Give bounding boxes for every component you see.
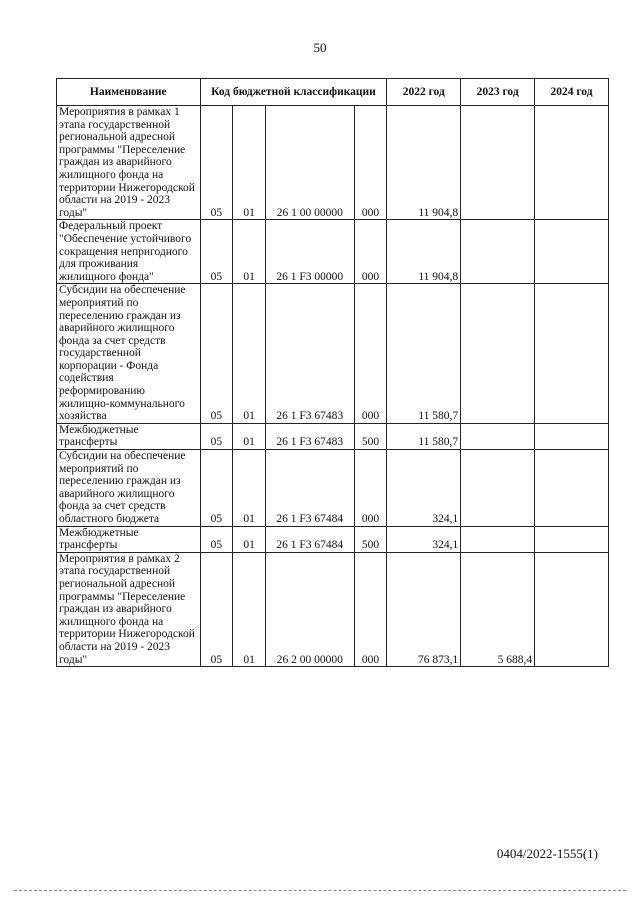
table-row <box>57 423 609 449</box>
cell-2022: 76 873,1 <box>387 552 461 666</box>
cell-expense-type: 500 <box>354 423 387 449</box>
cell-target-article: 26 2 00 00000 <box>265 552 354 666</box>
bottom-divider <box>14 890 626 891</box>
cell-subsection: 01 <box>233 106 266 220</box>
cell-2022: 11 904,8 <box>387 106 461 220</box>
cell-expense-type: 000 <box>354 284 387 424</box>
budget-table <box>56 78 609 667</box>
cell-expense-type: 000 <box>354 106 387 220</box>
cell-name: Субсидии на обеспечение мероприятий по переселению граждан из аварийного жилищного фонда за счет средств областного бюджета <box>57 450 201 527</box>
header-name: Наименование <box>57 79 201 106</box>
cell-name: Межбюджетные трансферты <box>57 526 201 552</box>
document-reference: 0404/2022-1555(1) <box>496 846 598 861</box>
table-row <box>57 220 609 284</box>
cell-expense-type: 000 <box>354 220 387 284</box>
cell-2024 <box>535 106 609 220</box>
cell-subsection: 01 <box>233 552 266 666</box>
table-row <box>57 284 609 424</box>
cell-target-article: 26 1 F3 67484 <box>265 526 354 552</box>
cell-2024 <box>535 423 609 449</box>
cell-target-article: 26 1 F3 67483 <box>265 284 354 424</box>
cell-section: 05 <box>200 220 233 284</box>
cell-name: Субсидии на обеспечение мероприятий по переселению граждан из аварийного жилищного фонда за счет средств государственной корпорации - Фонда содействия реформированию жилищно-коммунального хозяйства <box>57 284 201 424</box>
cell-2023 <box>461 450 535 527</box>
cell-target-article: 26 1 00 00000 <box>265 106 354 220</box>
table-row <box>57 450 609 527</box>
cell-2023 <box>461 526 535 552</box>
cell-2022: 324,1 <box>387 526 461 552</box>
cell-expense-type: 000 <box>354 552 387 666</box>
header-2024: 2024 год <box>535 79 609 106</box>
cell-section: 05 <box>200 284 233 424</box>
page-number: 50 <box>313 40 327 55</box>
cell-name: Федеральный проект "Обеспечение устойчивого сокращения непригодного для проживания жилищного фонда" <box>57 220 201 284</box>
cell-name: Мероприятия в рамках 2 этапа государственной региональной адресной программы "Переселение граждан из аварийного жилищного фонда на территории Нижегородской области на 2019 - 2023 годы" <box>57 552 201 666</box>
cell-section: 05 <box>200 423 233 449</box>
cell-2024 <box>535 526 609 552</box>
cell-2023 <box>461 106 535 220</box>
cell-2022: 11 580,7 <box>387 423 461 449</box>
cell-2024 <box>535 450 609 527</box>
table-row <box>57 552 609 666</box>
cell-2022: 11 904,8 <box>387 220 461 284</box>
table-header-row <box>57 79 609 106</box>
cell-expense-type: 500 <box>354 526 387 552</box>
cell-target-article: 26 1 F3 67483 <box>265 423 354 449</box>
cell-2024 <box>535 220 609 284</box>
cell-2024 <box>535 284 609 424</box>
header-2023: 2023 год <box>461 79 535 106</box>
cell-2023 <box>461 423 535 449</box>
cell-2023: 5 688,4 <box>461 552 535 666</box>
cell-section: 05 <box>200 106 233 220</box>
cell-2024 <box>535 552 609 666</box>
table-row <box>57 106 609 220</box>
cell-target-article: 26 1 F3 67484 <box>265 450 354 527</box>
cell-target-article: 26 1 F3 00000 <box>265 220 354 284</box>
cell-subsection: 01 <box>233 284 266 424</box>
cell-2022: 324,1 <box>387 450 461 527</box>
cell-subsection: 01 <box>233 450 266 527</box>
cell-2023 <box>461 284 535 424</box>
header-code: Код бюджетной классификации <box>200 79 387 106</box>
cell-expense-type: 000 <box>354 450 387 527</box>
cell-section: 05 <box>200 450 233 527</box>
cell-2022: 11 580,7 <box>387 284 461 424</box>
cell-name: Межбюджетные трансферты <box>57 423 201 449</box>
cell-name: Мероприятия в рамках 1 этапа государственной региональной адресной программы "Переселение граждан из аварийного жилищного фонда на территории Нижегородской области на 2019 - 2023 годы" <box>57 106 201 220</box>
cell-2023 <box>461 220 535 284</box>
table-row <box>57 526 609 552</box>
cell-subsection: 01 <box>233 526 266 552</box>
header-2022: 2022 год <box>387 79 461 106</box>
cell-subsection: 01 <box>233 423 266 449</box>
cell-subsection: 01 <box>233 220 266 284</box>
cell-section: 05 <box>200 552 233 666</box>
cell-section: 05 <box>200 526 233 552</box>
